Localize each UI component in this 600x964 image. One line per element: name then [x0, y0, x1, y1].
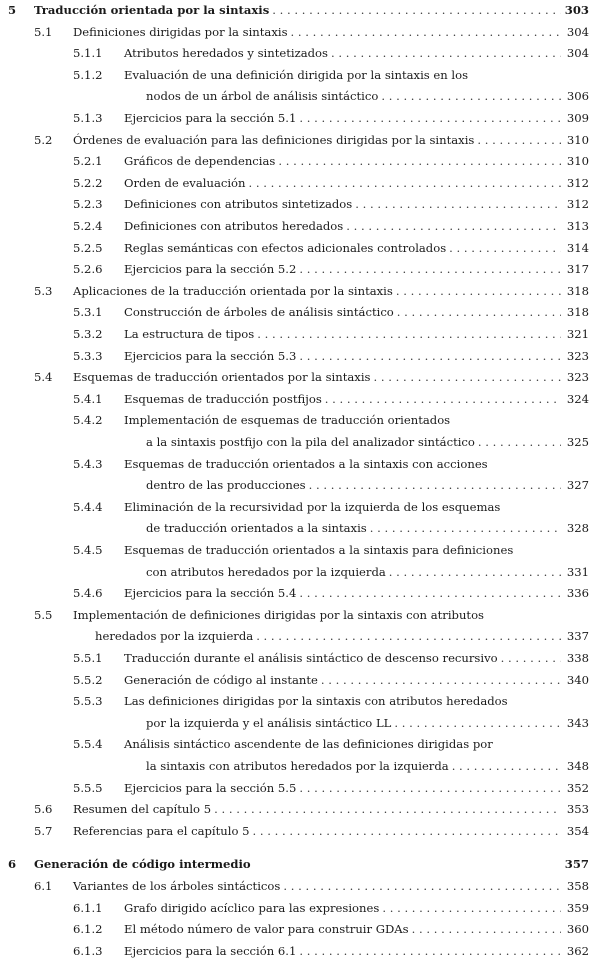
entry-number: 6.1.3	[73, 943, 103, 958]
entry-title: Implementación de esquemas de traducción orientados	[124, 413, 451, 428]
page-number: 331	[566, 564, 589, 579]
entry-title: Reglas semánticas con efectos adicionales controlados	[124, 240, 447, 255]
entry-number: 5.4.1	[73, 391, 103, 406]
dot-leader	[382, 900, 561, 916]
entry-title-continuation: nodos de un árbol de análisis sintáctico	[146, 89, 379, 104]
page-number: 313	[566, 219, 589, 233]
entry-title: Ejercicios para la sección 5.2	[124, 262, 297, 277]
entry-number: 5	[8, 3, 17, 17]
dot-leader	[299, 261, 561, 277]
page-number: 360	[566, 922, 589, 937]
toc-entry	[0, 412, 600, 455]
entry-number: 5.1.3	[73, 111, 103, 125]
page-number: 352	[566, 780, 589, 795]
toc-entry	[0, 736, 600, 779]
page-number: 318	[566, 305, 589, 320]
dot-leader	[249, 175, 561, 191]
dot-leader	[256, 628, 561, 644]
entry-number: 5.5.3	[73, 694, 103, 709]
toc-entry	[0, 218, 600, 240]
dot-leader	[374, 369, 562, 385]
entry-number: 5.4	[34, 370, 53, 385]
toc-entry	[0, 369, 600, 391]
entry-title: Construcción de árboles de análisis sintáctico	[124, 305, 394, 320]
toc-entry	[0, 391, 600, 413]
page-number: 304	[566, 24, 589, 39]
entry-title: Variantes de los árboles sintácticos	[73, 879, 281, 893]
toc-entry	[0, 348, 600, 370]
dot-leader	[449, 240, 561, 256]
page-number: 357	[564, 857, 589, 872]
page-number: 324	[566, 391, 589, 406]
entry-title: Grafo dirigido acíclico para las expresiones	[124, 900, 380, 915]
page-number: 318	[566, 283, 589, 298]
entry-number: 5.2.1	[73, 154, 103, 169]
page-number: 362	[566, 943, 589, 958]
entry-number: 5.4.2	[73, 413, 103, 428]
entry-title: Esquemas de traducción orientados a la sintaxis con acciones	[124, 456, 488, 471]
toc-entry	[0, 240, 600, 262]
page-number: 312	[566, 175, 589, 190]
dot-leader	[278, 153, 561, 169]
toc-entry	[0, 326, 600, 348]
entry-number: 5.2.3	[73, 197, 103, 212]
toc-entry	[0, 45, 600, 67]
entry-number: 5.6	[34, 802, 53, 817]
page-number: 323	[566, 348, 589, 363]
dot-leader	[452, 758, 561, 774]
entry-title: Eliminación de la recursividad por la izquierda de los esquemas	[124, 499, 501, 514]
entry-title: Esquemas de traducción orientados por la sintaxis	[73, 370, 371, 385]
entry-title: Traducción orientada por la sintaxis	[34, 3, 270, 17]
entry-title: Ejercicios para la sección 5.3	[124, 348, 297, 363]
toc-entry	[0, 456, 600, 499]
page-number: 343	[566, 715, 589, 730]
dot-leader	[272, 2, 561, 18]
entry-number: 5.3.1	[73, 305, 103, 320]
toc-entry	[0, 921, 600, 943]
toc-entry	[0, 693, 600, 736]
entry-title: Aplicaciones de la traducción orientada por la sintaxis	[73, 283, 393, 298]
page-number: 303	[564, 3, 589, 17]
entry-number: 5.7	[34, 823, 53, 838]
toc-entry	[0, 672, 600, 694]
entry-title: Orden de evaluación	[124, 175, 246, 190]
entry-title: Ejercicios para la sección 5.1	[124, 111, 297, 125]
toc-entry	[0, 261, 600, 283]
dot-leader	[389, 564, 561, 580]
entry-number: 5.5.5	[73, 780, 103, 795]
entry-title: Traducción durante el análisis sintáctico de descenso recursivo	[124, 651, 498, 665]
dot-leader	[257, 326, 561, 342]
entry-number: 5.3.3	[73, 348, 103, 363]
entry-number: 5.5.4	[73, 737, 103, 752]
entry-title: Atributos heredados y sintetizados	[124, 46, 328, 61]
dot-leader	[331, 45, 561, 61]
dot-leader	[396, 283, 561, 299]
entry-number: 5.3.2	[73, 327, 103, 341]
entry-title-continuation: a la sintaxis postfijo con la pila del analizador sintáctico	[146, 434, 475, 449]
page-number: 306	[566, 89, 589, 104]
dot-leader	[299, 110, 561, 126]
toc-entry	[0, 585, 600, 607]
dot-leader	[381, 88, 561, 104]
entry-title: El método número de valor para construir GDAs	[124, 922, 409, 937]
page-number: 336	[566, 586, 589, 601]
page-number: 304	[566, 46, 589, 61]
entry-number: 6.1	[34, 879, 53, 893]
page-number: 340	[566, 672, 589, 687]
entry-number: 5.2.6	[73, 262, 103, 277]
dot-leader	[501, 650, 561, 666]
entry-title: Esquemas de traducción orientados a la sintaxis para definiciones	[124, 543, 514, 557]
entry-number: 5.1	[34, 24, 53, 39]
entry-title-continuation: con atributos heredados por la izquierda	[146, 564, 386, 579]
toc-entry	[0, 650, 600, 672]
toc-entry	[0, 2, 600, 24]
entry-title-continuation: de traducción orientados a la sintaxis	[146, 521, 367, 536]
dot-leader	[214, 801, 561, 817]
entry-number: 6.1.2	[73, 922, 103, 937]
entry-number: 6	[8, 857, 17, 872]
entry-number: 5.2.4	[73, 219, 103, 233]
page-number: 337	[566, 629, 589, 644]
entry-number: 5.4.4	[73, 499, 103, 514]
page-number: 310	[566, 132, 589, 147]
dot-leader	[394, 715, 561, 731]
page-number: 354	[566, 823, 589, 838]
entry-number: 5.5.2	[73, 672, 103, 687]
page-number: 325	[566, 434, 589, 449]
page-number: 321	[566, 327, 589, 341]
page-number: 328	[566, 521, 589, 536]
dot-leader	[299, 780, 561, 796]
entry-title: Gráficos de dependencias	[124, 154, 276, 169]
entry-title: Órdenes de evaluación para las definiciones dirigidas por la sintaxis	[73, 132, 475, 147]
toc-entry	[0, 499, 600, 542]
entry-title: Definiciones con atributos heredados	[124, 219, 344, 233]
entry-title: Implementación de definiciones dirigidas por la sintaxis con atributos	[73, 607, 485, 622]
entry-title: Definiciones dirigidas por la sintaxis	[73, 24, 288, 39]
toc-entry	[0, 801, 600, 823]
entry-title: Ejercicios para la sección 5.4	[124, 586, 297, 601]
entry-title: La estructura de tipos	[124, 327, 255, 341]
page-number: 323	[566, 370, 589, 385]
entry-title: Generación de código intermedio	[34, 857, 251, 872]
entry-number: 6.1.1	[73, 900, 103, 915]
entry-title: Las definiciones dirigidas por la sintaxis con atributos heredados	[124, 694, 508, 709]
dot-leader	[477, 132, 561, 148]
dot-leader	[283, 878, 561, 894]
entry-title-continuation: por la izquierda y el análisis sintáctico LL	[146, 715, 392, 730]
entry-number: 5.5.1	[73, 651, 103, 665]
page-number: 312	[566, 197, 589, 212]
entry-number: 5.2.2	[73, 175, 103, 190]
entry-number: 5.5	[34, 607, 53, 622]
toc-entry	[0, 304, 600, 326]
dot-leader	[299, 585, 561, 601]
toc-entry	[0, 110, 600, 132]
toc-entry	[0, 900, 600, 922]
page-number: 338	[566, 651, 589, 665]
entry-title-continuation: la sintaxis con atributos heredados por la izquierda	[146, 758, 449, 773]
dot-leader	[355, 196, 561, 212]
entry-number: 5.3	[34, 283, 53, 298]
entry-number: 5.4.6	[73, 586, 103, 601]
dot-leader	[299, 348, 561, 364]
entry-title: Ejercicios para la sección 6.1	[124, 943, 297, 958]
toc-entry	[0, 67, 600, 110]
entry-title: Esquemas de traducción postfijos	[124, 391, 322, 406]
dot-leader	[370, 520, 561, 536]
page-number: 310	[566, 154, 589, 169]
entry-number: 5.2.5	[73, 240, 103, 255]
page-number: 358	[566, 879, 589, 893]
dot-leader	[309, 477, 561, 493]
dot-leader	[291, 24, 561, 40]
toc-entry	[0, 283, 600, 305]
toc-entry	[0, 175, 600, 197]
dot-leader	[253, 823, 562, 839]
toc-entry	[0, 823, 600, 845]
page-number: 309	[566, 111, 589, 125]
dot-leader	[412, 921, 561, 937]
toc-entry	[0, 607, 600, 650]
entry-number: 5.2	[34, 132, 53, 147]
toc-entry	[0, 878, 600, 900]
entry-number: 5.4.5	[73, 543, 103, 557]
dot-leader	[299, 943, 561, 959]
toc-entry	[0, 542, 600, 585]
toc-entry	[0, 153, 600, 175]
toc-entry	[0, 780, 600, 802]
dot-leader	[321, 672, 561, 688]
entry-title: Generación de código al instante	[124, 672, 318, 687]
toc-entry	[0, 856, 600, 878]
entry-title-continuation: dentro de las producciones	[146, 478, 306, 493]
toc-entry	[0, 132, 600, 154]
entry-number: 5.1.1	[73, 46, 103, 61]
entry-title: Referencias para el capítulo 5	[73, 823, 250, 838]
toc-entry	[0, 24, 600, 46]
page-number: 317	[566, 262, 589, 277]
toc-entry	[0, 196, 600, 218]
page-number: 353	[566, 802, 589, 817]
page-number: 359	[566, 900, 589, 915]
dot-leader	[346, 218, 561, 234]
page-number: 314	[566, 240, 589, 255]
page-number: 348	[566, 758, 589, 773]
entry-title: Ejercicios para la sección 5.5	[124, 780, 297, 795]
entry-title: Evaluación de una definición dirigida por la sintaxis en los	[124, 67, 469, 82]
toc-entry	[0, 943, 600, 964]
entry-title: Definiciones con atributos sintetizados	[124, 197, 353, 212]
entry-number: 5.4.3	[73, 456, 103, 471]
dot-leader	[325, 391, 561, 407]
entry-title: Resumen del capítulo 5	[73, 802, 212, 817]
entry-title: Análisis sintáctico ascendente de las definiciones dirigidas por	[124, 737, 493, 752]
page-number: 327	[566, 478, 589, 493]
dot-leader	[478, 434, 561, 450]
dot-leader	[397, 304, 561, 320]
entry-title-continuation: heredados por la izquierda	[95, 629, 254, 644]
entry-number: 5.1.2	[73, 67, 103, 82]
